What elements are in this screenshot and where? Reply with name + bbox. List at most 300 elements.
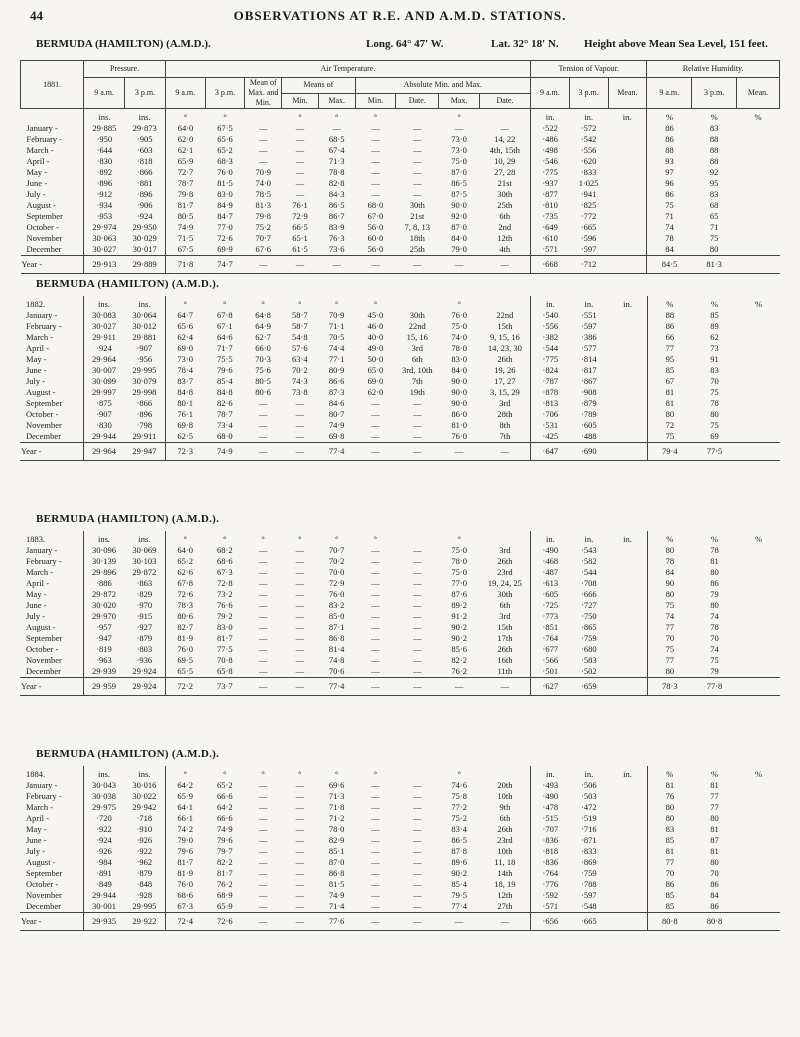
value-cell: 78	[710, 398, 719, 408]
value-cell: ·866	[124, 398, 165, 409]
value-cell: —	[295, 835, 305, 845]
value-cell: —	[413, 835, 422, 845]
value-cell: —	[258, 857, 268, 867]
value-cell: 90·0	[451, 200, 467, 210]
value-cell: —	[371, 879, 380, 889]
value-cell	[608, 857, 647, 868]
value-cell: 65·9	[216, 901, 233, 911]
value-cell: ·716	[581, 824, 597, 834]
value-cell: 80	[665, 589, 675, 599]
value-cell: ·605	[542, 589, 559, 599]
value-cell: 74·0	[451, 332, 467, 342]
value-cell: 72·8	[216, 578, 233, 588]
value-cell: 80	[665, 666, 675, 676]
value-cell: —	[295, 666, 305, 676]
value-cell: 74	[710, 644, 719, 654]
value-cell: 86	[665, 134, 674, 144]
value-cell: 20th	[480, 780, 531, 791]
value-cell: —	[295, 409, 305, 419]
value-cell	[737, 233, 780, 244]
value-cell	[737, 835, 780, 846]
value-cell	[737, 222, 780, 233]
value-cell: 68·0	[216, 431, 233, 441]
value-cell: ·775	[542, 354, 559, 364]
header-mean-max-min: Mean of Max. and Min.	[245, 78, 282, 109]
month-cell: February -	[20, 556, 83, 567]
value-cell: 30·063	[92, 233, 117, 243]
value-cell: 76·2	[451, 666, 467, 676]
value-cell: 75·0	[451, 156, 467, 166]
value-cell	[737, 211, 780, 222]
value-cell: —	[258, 780, 268, 790]
value-cell: —	[480, 913, 531, 931]
value-cell: 30·027	[91, 321, 117, 331]
unit-cell: %	[754, 299, 763, 309]
value-cell	[608, 868, 647, 879]
value-cell: 80	[710, 857, 719, 867]
value-cell: —	[281, 913, 318, 931]
value-cell: ·735	[542, 211, 558, 221]
value-cell: 65·6	[217, 134, 233, 144]
header-abs-max: Max.	[439, 93, 480, 109]
running-title: OBSERVATIONS AT R.E. AND A.M.D. STATIONS.	[233, 8, 567, 23]
value-cell: —	[371, 189, 380, 199]
value-cell: 77·5	[692, 443, 737, 461]
value-cell: —	[295, 600, 305, 610]
value-cell: ·789	[581, 409, 597, 419]
value-cell: 70·3	[255, 354, 271, 364]
value-cell: —	[295, 123, 305, 133]
value-cell: 67·8	[216, 310, 233, 320]
value-cell: 68·5	[328, 134, 345, 144]
value-cell: 29·924	[124, 678, 165, 696]
units-row	[21, 109, 780, 124]
value-cell: 71	[665, 211, 674, 221]
value-cell: ·544	[581, 567, 597, 577]
value-cell	[737, 343, 780, 354]
value-cell: ·879	[124, 868, 165, 879]
value-cell: —	[371, 846, 380, 856]
value-cell: —	[295, 879, 305, 889]
value-cell: ·910	[124, 824, 165, 835]
value-cell: ·571	[542, 244, 558, 254]
value-cell: ·906	[125, 200, 166, 211]
value-cell: —	[295, 545, 305, 555]
value-cell	[737, 178, 780, 189]
value-cell: 66·5	[292, 222, 308, 232]
value-cell: 79·4	[647, 443, 692, 461]
value-cell: —	[371, 890, 380, 900]
value-cell: 86	[710, 901, 719, 911]
table-row	[20, 813, 780, 824]
value-cell: 66	[665, 332, 675, 342]
value-cell: 10th	[480, 791, 531, 802]
value-cell	[737, 824, 780, 835]
value-cell: ·869	[581, 857, 597, 867]
value-cell: 29·998	[124, 387, 165, 398]
value-cell: ·764	[542, 868, 559, 878]
value-cell: 26th	[480, 824, 531, 835]
month-cell: February -	[20, 791, 83, 802]
value-cell: —	[258, 611, 268, 621]
year-mean-row	[20, 913, 780, 931]
value-cell: 86·8	[328, 633, 345, 643]
table-row	[21, 244, 780, 256]
value-cell: —	[371, 802, 380, 812]
value-cell: —	[281, 443, 318, 461]
value-cell: —	[413, 600, 422, 610]
month-cell: Year -	[21, 256, 84, 274]
value-cell: 81·7	[216, 633, 233, 643]
value-cell	[608, 244, 647, 256]
value-cell: —	[371, 145, 380, 155]
value-cell: —	[295, 189, 305, 199]
value-cell: 29·995	[124, 901, 165, 913]
value-cell: 29·922	[124, 913, 165, 931]
value-cell: —	[332, 123, 341, 133]
value-cell: —	[258, 589, 268, 599]
value-cell: 86	[710, 879, 719, 889]
value-cell	[608, 222, 647, 233]
value-cell: ·490	[542, 545, 559, 555]
header-abs-max-date: Date.	[479, 93, 530, 109]
unit-cell: in.	[584, 534, 594, 544]
value-cell: 86	[710, 578, 719, 588]
value-cell: 72·9	[328, 578, 345, 588]
value-cell: 7th	[480, 431, 531, 443]
value-cell: ·656	[531, 913, 570, 931]
value-cell	[608, 666, 647, 678]
value-cell: 72·4	[165, 913, 205, 931]
value-cell: —	[413, 879, 422, 889]
value-cell: —	[480, 443, 531, 461]
value-cell: ·863	[124, 578, 165, 589]
value-cell: ·605	[581, 420, 597, 430]
value-cell	[608, 409, 647, 420]
value-cell: 29·942	[124, 802, 165, 813]
value-cell: ·926	[96, 846, 112, 856]
value-cell: ·926	[124, 835, 165, 846]
value-cell: ·468	[542, 556, 559, 566]
value-cell: 87·1	[328, 622, 345, 632]
value-cell	[608, 156, 647, 167]
value-cell: 80	[665, 813, 675, 823]
month-cell: September	[21, 211, 84, 222]
value-cell: 62	[710, 332, 719, 342]
value-cell: —	[258, 556, 268, 566]
value-cell: 78	[665, 233, 674, 243]
value-cell: 67	[665, 376, 675, 386]
table-1884	[20, 766, 780, 931]
value-cell: ·915	[124, 611, 165, 622]
value-cell	[737, 256, 780, 274]
value-cell: 75·5	[216, 354, 233, 364]
height-above-sea: Height above Mean Sea Level, 151 feet.	[584, 38, 768, 50]
value-cell: 84·8	[177, 387, 193, 397]
value-cell	[608, 387, 647, 398]
value-cell: 83·2	[328, 600, 345, 610]
value-cell: 74·0	[255, 178, 272, 188]
table-row	[20, 354, 780, 365]
value-cell	[608, 420, 647, 431]
value-cell: 30th	[479, 189, 530, 200]
value-cell: —	[371, 420, 380, 430]
value-cell: 79·0	[177, 835, 193, 845]
value-cell: ·759	[581, 633, 597, 643]
value-cell: 56·0	[367, 244, 384, 254]
value-cell: ·886	[96, 578, 112, 588]
value-cell: —	[413, 644, 422, 654]
value-cell	[737, 890, 780, 901]
value-cell: —	[295, 578, 305, 588]
unit-cell	[479, 109, 530, 124]
value-cell: 87·0	[328, 857, 345, 867]
unit-cell	[396, 531, 439, 545]
value-cell: ·818	[125, 156, 166, 167]
value-cell	[608, 835, 647, 846]
value-cell: 84·0	[451, 233, 467, 243]
value-cell	[608, 611, 647, 622]
month-cell: September	[20, 398, 83, 409]
value-cell	[737, 376, 780, 387]
value-cell: ·947	[96, 633, 112, 643]
value-cell: 81·4	[328, 644, 345, 654]
value-cell: 85·0	[328, 611, 345, 621]
value-cell: ·540	[542, 310, 559, 320]
value-cell: 68	[709, 200, 719, 210]
value-cell: ·798	[124, 420, 165, 431]
value-cell: 65·0	[367, 365, 384, 375]
value-cell: 88	[709, 156, 719, 166]
value-cell: 78·0	[451, 556, 467, 566]
value-cell: 15, 16	[406, 332, 428, 342]
value-cell: —	[259, 134, 268, 144]
month-cell: October -	[21, 222, 84, 233]
value-cell: 79·7	[216, 846, 233, 856]
value-cell	[608, 846, 647, 857]
value-cell: —	[371, 545, 380, 555]
value-cell: ·825	[580, 200, 597, 210]
value-cell: —	[295, 134, 305, 144]
value-cell: 86	[665, 321, 675, 331]
value-cell	[608, 824, 647, 835]
value-cell: ·848	[124, 879, 165, 890]
value-cell: 83	[709, 123, 719, 133]
value-cell	[608, 343, 647, 354]
value-cell: 30·022	[124, 791, 165, 802]
unit-cell: ins.	[124, 766, 165, 780]
value-cell: 84·9	[217, 200, 233, 210]
value-cell	[737, 589, 780, 600]
value-cell: 88	[709, 145, 719, 155]
value-cell: 10, 29	[479, 156, 530, 167]
value-cell: 70	[710, 376, 719, 386]
value-cell: 28th	[480, 409, 531, 420]
value-cell: 66·1	[177, 813, 193, 823]
value-cell: 75·8	[451, 791, 467, 801]
value-cell: ·867	[581, 376, 597, 386]
value-cell: ·759	[581, 868, 597, 878]
value-cell: 86·0	[451, 409, 467, 419]
value-cell: 72	[665, 420, 675, 430]
value-cell: 29·964	[83, 443, 124, 461]
value-cell: 81·9	[177, 868, 193, 878]
value-cell: 26th	[480, 354, 531, 365]
value-cell: 30·083	[91, 310, 117, 320]
value-cell: 86·8	[328, 868, 345, 878]
value-cell: 30·012	[124, 321, 165, 332]
value-cell: 76·0	[177, 644, 193, 654]
value-cell: ·830	[96, 156, 113, 166]
value-cell: 26th	[480, 644, 531, 655]
value-cell: —	[371, 655, 380, 665]
value-cell: 78·3	[177, 600, 193, 610]
value-cell: —	[413, 156, 422, 166]
value-cell: 62·7	[255, 332, 271, 342]
value-cell: 71·5	[177, 233, 194, 243]
unit-cell: %	[710, 299, 719, 309]
value-cell: 83·0	[216, 622, 233, 632]
month-cell: September	[20, 633, 83, 644]
value-cell: 90·0	[451, 398, 467, 408]
unit-cell	[480, 766, 531, 780]
value-cell	[737, 600, 780, 611]
value-cell	[608, 890, 647, 901]
value-cell: 29·950	[125, 222, 166, 233]
unit-cell	[396, 296, 439, 310]
value-cell: 75·6	[255, 365, 271, 375]
value-cell	[608, 901, 647, 913]
value-cell: 71·3	[328, 791, 345, 801]
value-cell: —	[371, 556, 380, 566]
unit-cell: %	[710, 112, 718, 122]
value-cell	[608, 200, 647, 211]
table-row	[20, 622, 780, 633]
value-cell: 77·6	[318, 913, 355, 931]
unit-cell: °	[223, 769, 227, 779]
value-cell: 64·8	[255, 310, 271, 320]
value-cell: 84·7	[217, 211, 233, 221]
value-cell: 60·0	[367, 233, 384, 243]
value-cell: —	[413, 178, 422, 188]
value-cell: 62·6	[177, 567, 193, 577]
value-cell: 29·974	[92, 222, 117, 232]
value-cell: —	[396, 678, 439, 696]
value-cell: 76·0	[451, 431, 467, 441]
value-cell: 64·6	[216, 332, 233, 342]
value-cell: 30·016	[124, 780, 165, 791]
unit-cell: °	[261, 769, 265, 779]
value-cell: 77	[710, 791, 719, 801]
value-cell: 67·5	[177, 244, 194, 254]
value-cell: ·953	[96, 211, 113, 221]
value-cell	[608, 211, 647, 222]
value-cell: 58·7	[292, 310, 308, 320]
value-cell: 30·043	[91, 780, 117, 790]
header-absolute-min-max: Absolute Min. and Max.	[355, 78, 530, 94]
value-cell: ·818	[542, 846, 559, 856]
value-cell: —	[295, 633, 305, 643]
month-cell: November	[20, 890, 83, 901]
value-cell: ·542	[580, 134, 597, 144]
month-cell: October -	[20, 409, 83, 420]
value-cell: —	[355, 678, 396, 696]
table-row	[20, 545, 780, 556]
value-cell: 7th	[411, 376, 423, 386]
unit-cell	[396, 766, 439, 780]
month-cell: July -	[21, 189, 84, 200]
value-cell: 80·5	[177, 211, 194, 221]
value-cell: 80·7	[328, 409, 345, 419]
unit-cell: %	[666, 534, 674, 544]
value-cell: 30·079	[124, 376, 165, 387]
value-cell: ·502	[581, 666, 597, 676]
value-cell: 76·0	[217, 167, 233, 177]
value-cell: 82·7	[177, 622, 193, 632]
value-cell: ·543	[581, 545, 597, 555]
table-row	[20, 310, 780, 321]
header-vapour-3pm: 3 p.m.	[569, 78, 608, 109]
value-cell: 65·8	[216, 666, 233, 676]
value-cell: 71·3	[328, 156, 345, 166]
value-cell: 81·7	[177, 200, 194, 210]
value-cell: ·603	[125, 145, 166, 156]
value-cell: ·718	[124, 813, 165, 824]
value-cell: 76·2	[216, 879, 233, 889]
value-cell: 77·5	[216, 644, 233, 654]
value-cell: 30·103	[124, 556, 165, 567]
value-cell: ·963	[96, 655, 112, 665]
unit-cell: °	[373, 534, 378, 544]
value-cell: ·922	[96, 824, 112, 834]
value-cell: 89·2	[451, 600, 467, 610]
value-cell: ·610	[542, 233, 558, 243]
value-cell: 81·0	[451, 420, 467, 430]
value-cell	[737, 409, 780, 420]
value-cell: 69·0	[367, 376, 384, 386]
value-cell: 15th	[480, 622, 531, 633]
value-cell: 79·8	[255, 211, 272, 221]
month-cell: August -	[20, 387, 83, 398]
table-row	[20, 387, 780, 398]
value-cell: 78·7	[177, 178, 194, 188]
value-cell: 83·9	[328, 222, 345, 232]
value-cell: 64·9	[255, 321, 271, 331]
header-temp-9am: 9 a.m.	[165, 78, 205, 109]
unit-cell: ins.	[97, 769, 111, 779]
value-cell: 30·099	[91, 376, 117, 386]
value-cell: 80·6	[177, 611, 193, 621]
value-cell: ·572	[580, 123, 597, 133]
value-cell: 21st	[479, 178, 530, 189]
value-cell: 30·139	[91, 556, 117, 566]
table-row	[20, 633, 780, 644]
unit-cell: %	[666, 769, 674, 779]
value-cell: 78·3	[647, 678, 692, 696]
table-row	[20, 578, 780, 589]
value-cell: 6th	[411, 354, 423, 364]
value-cell: 73·2	[216, 589, 233, 599]
header-means-max: Max.	[318, 93, 355, 109]
value-cell: 65·2	[217, 145, 233, 155]
value-cell: 84·8	[216, 387, 233, 397]
value-cell: 18th	[409, 233, 425, 243]
value-cell: 62·0	[177, 134, 194, 144]
unit-cell: %	[754, 112, 762, 122]
value-cell: —	[371, 780, 380, 790]
value-cell: —	[413, 409, 422, 419]
unit-cell: °	[183, 299, 187, 309]
